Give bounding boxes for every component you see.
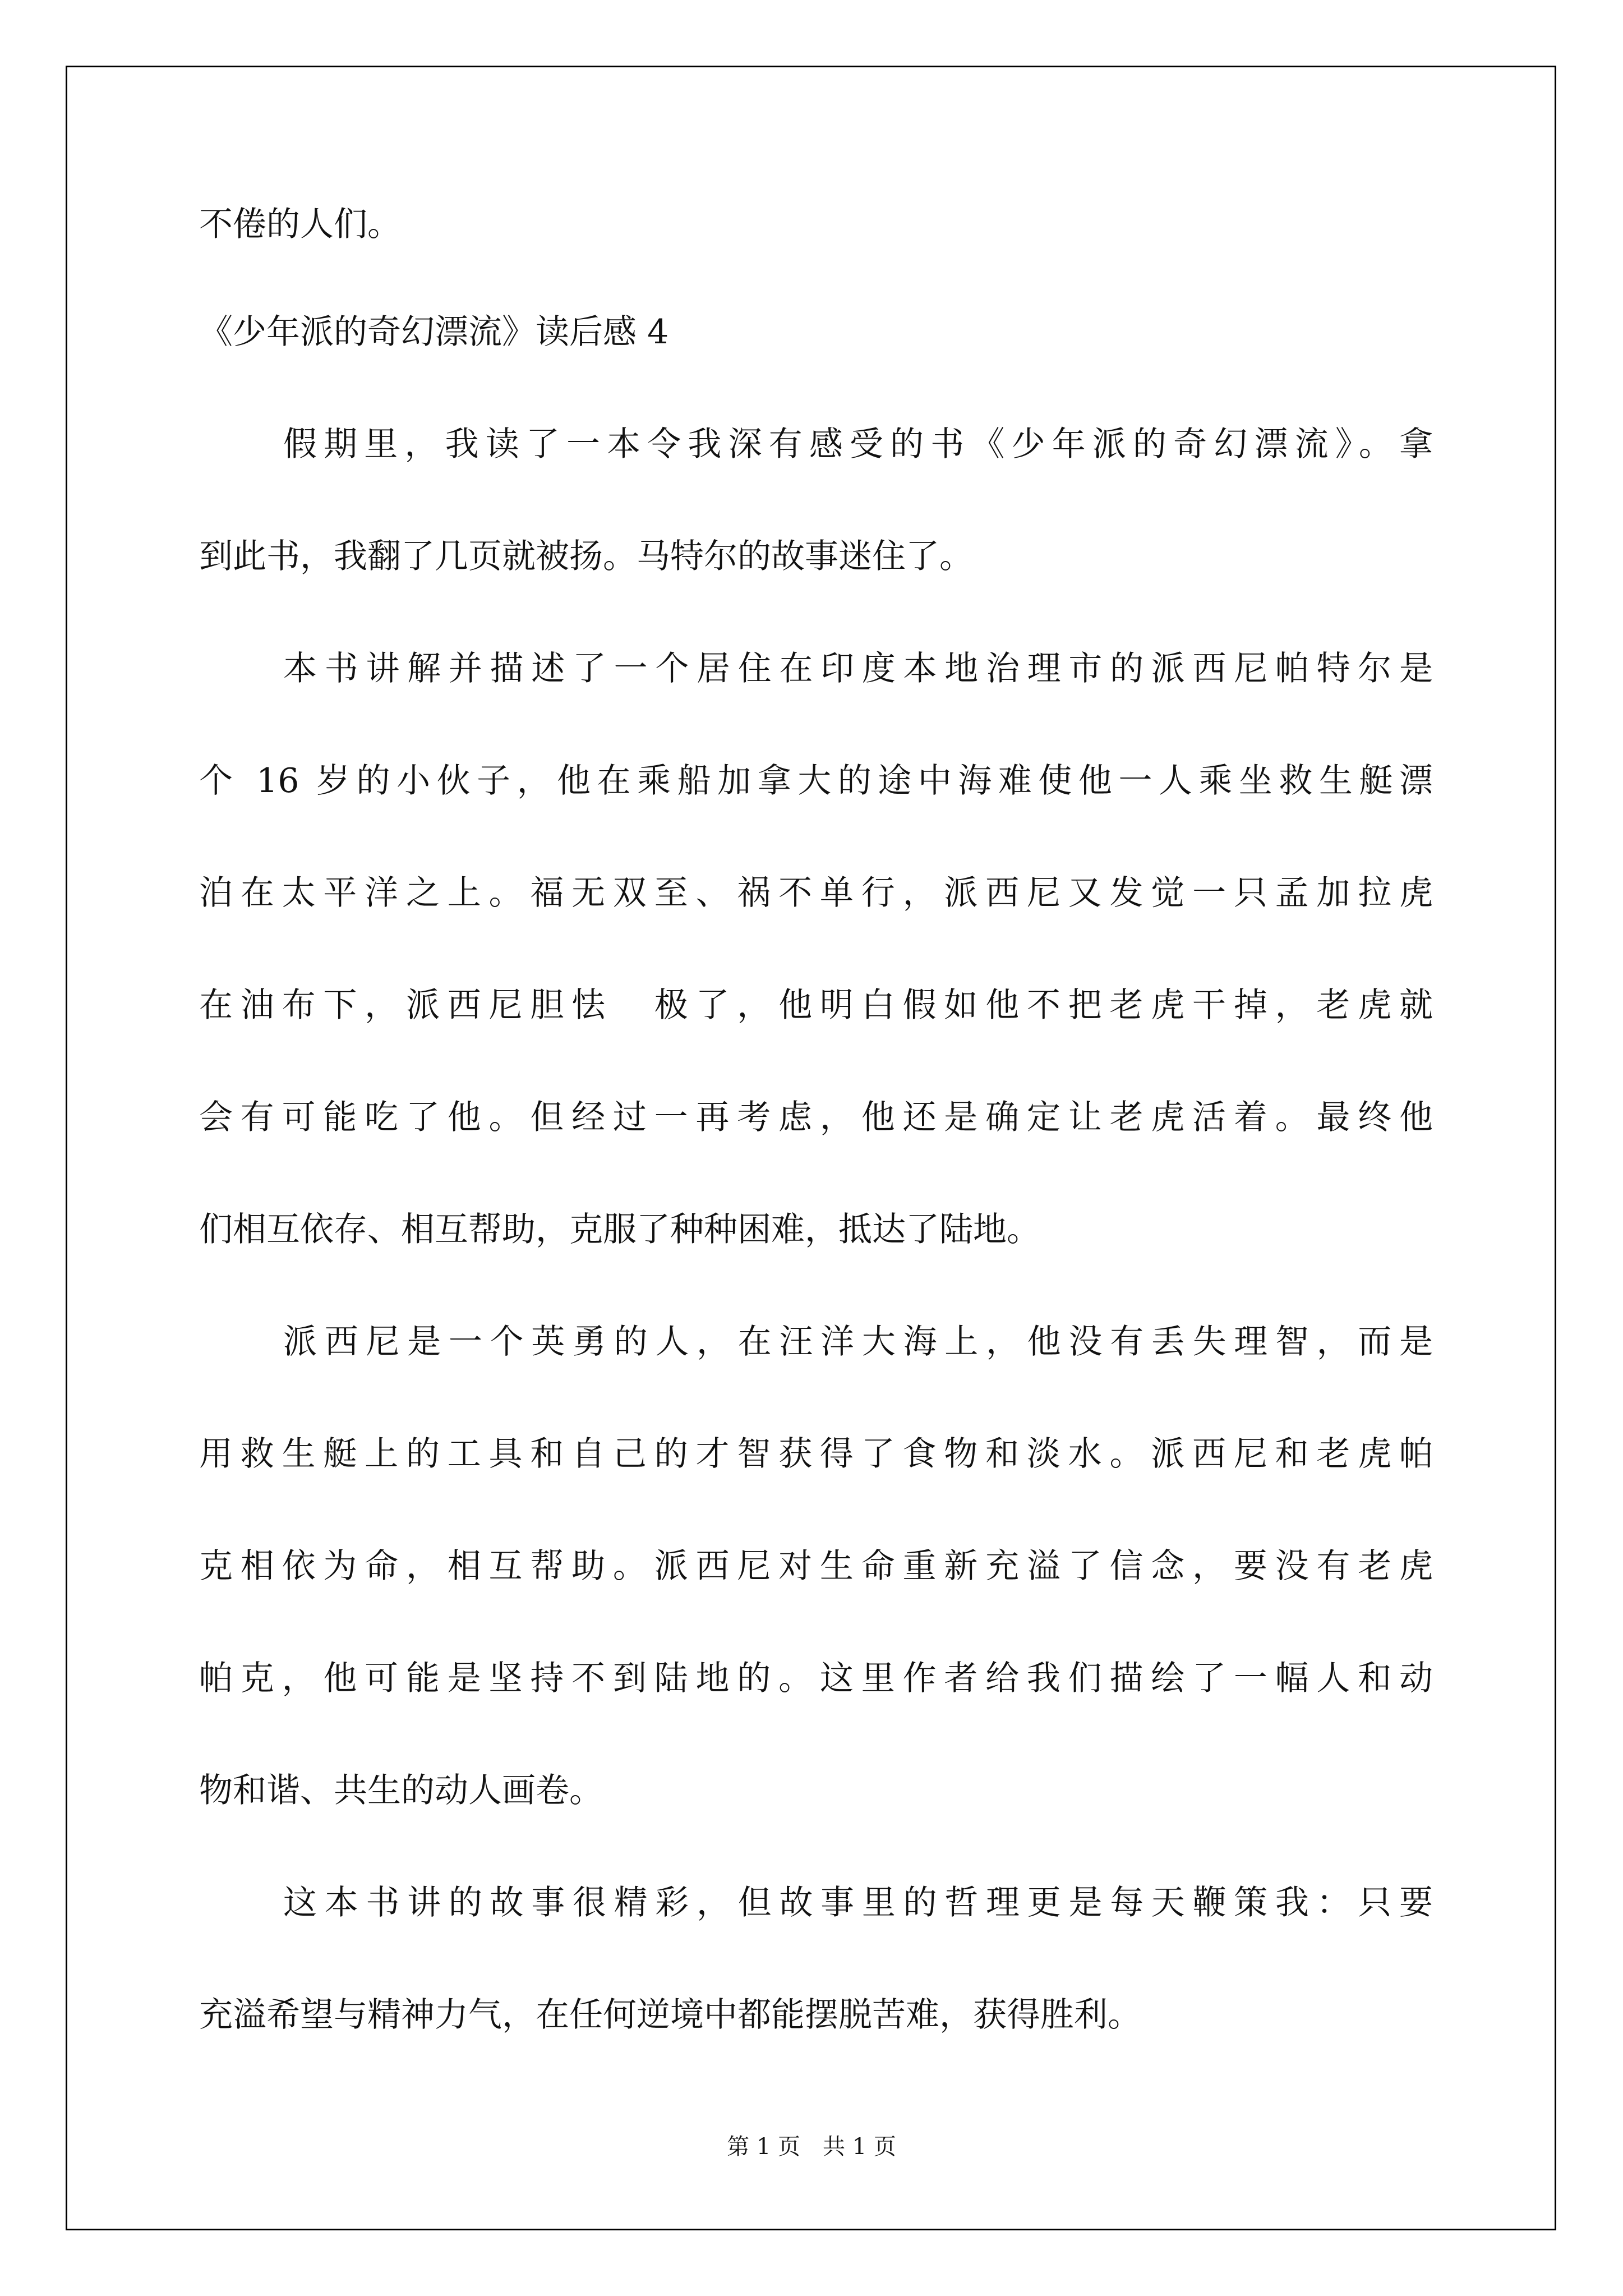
text-line: 物和谐、共生的动人画卷。 bbox=[199, 1771, 603, 1810]
text-line: 不倦的人们。 bbox=[199, 205, 401, 244]
text-line: 这本书讲的故事很精彩，但故事里的哲理更是每天鞭策我：只要 bbox=[283, 1883, 1433, 1922]
text-line: 们相互依存、相互帮助，克服了种种困难，抵达了陆地。 bbox=[199, 1210, 1040, 1249]
page-footer: 第 1 页 共 1 页 bbox=[727, 2134, 896, 2160]
text-line: 本书讲解并描述了一个居住在印度本地治理市的派西尼帕特尔是 bbox=[283, 649, 1433, 688]
section-heading: 《少年派的奇幻漂流》读后感 4 bbox=[199, 312, 669, 352]
text-line: 用救生艇上的工具和自己的才智获得了食物和淡水。派西尼和老虎帕 bbox=[199, 1434, 1433, 1474]
text-line: 帕克，他可能是坚持不到陆地的。这里作者给我们描绘了一幅人和动 bbox=[199, 1659, 1433, 1698]
text-line: 充溢希望与精神力气，在任何逆境中都能摆脱苦难，获得胜利。 bbox=[199, 1995, 1141, 2035]
text-line: 到此书，我翻了几页就被扬。马特尔的故事迷住了。 bbox=[199, 537, 973, 576]
text-line: 在油布下，派西尼胆怯 极了，他明白假如他不把老虎干掉，老虎就 bbox=[199, 986, 1433, 1025]
text-line: 会有可能吃了他。但经过一再考虑，他还是确定让老虎活着。最终他 bbox=[199, 1098, 1433, 1137]
text-line: 泊在太平洋之上。福无双至、祸不单行，派西尼又发觉一只孟加拉虎 bbox=[199, 873, 1433, 913]
text-line: 派西尼是一个英勇的人，在汪洋大海上，他没有丢失理智，而是 bbox=[283, 1322, 1433, 1361]
text-line: 个 16 岁的小伙子，他在乘船加拿大的途中海难使他一人乘坐救生艇漂 bbox=[199, 761, 1433, 800]
text-line: 克相依为命，相互帮助。派西尼对生命重新充溢了信念，要没有老虎 bbox=[199, 1547, 1433, 1586]
text-line: 假期里，我读了一本令我深有感受的书《少年派的奇幻漂流》。拿 bbox=[283, 425, 1433, 464]
